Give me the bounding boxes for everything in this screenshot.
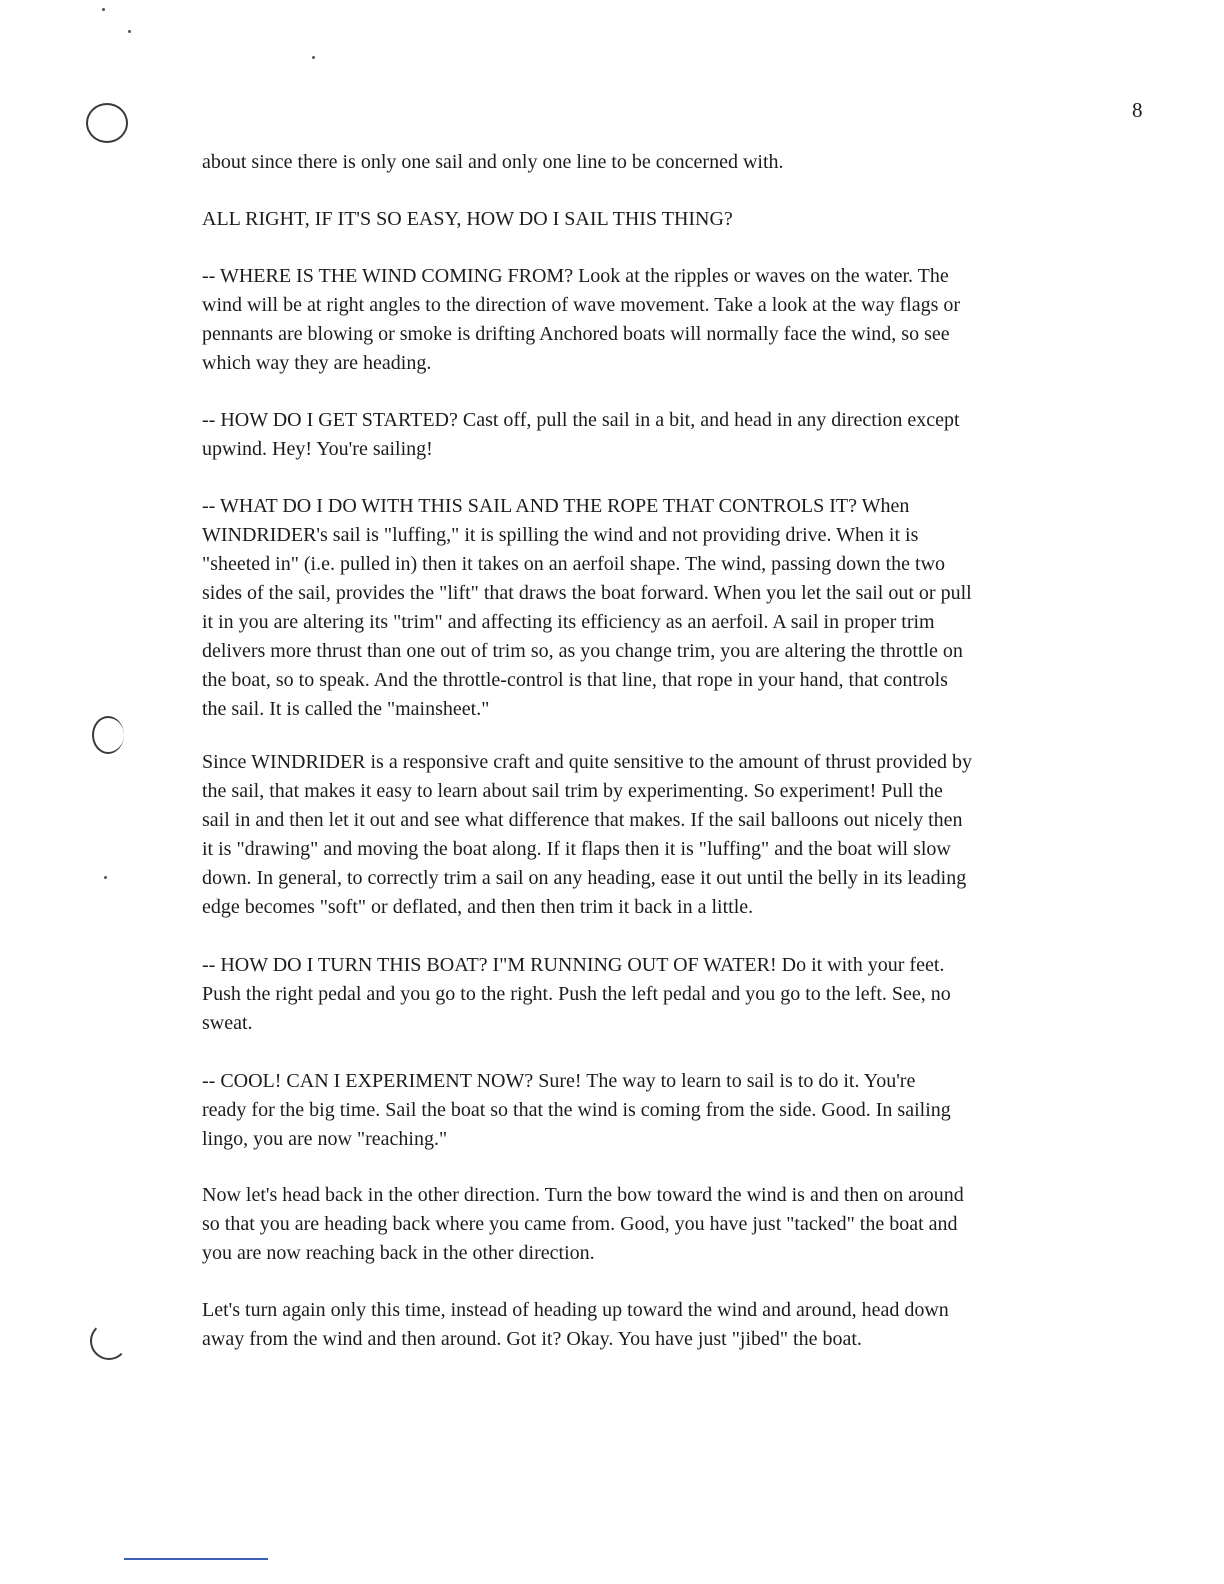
paragraph-continuation: about since there is only one sail and only one line to be concerned with. [202,151,784,173]
paragraph-tacking: Now let's head back in the other direction. Turn the bow toward the wind is and then on around so that you are heading back where you came from. Good, you have just "tacked" the boat and you are now reaching back in the other direction. [202,1184,964,1264]
scan-speck [102,8,105,11]
paragraph-jibing: Let's turn again only this time, instead of heading up toward the wind and around, head down away from the wind and then around. Got it? Okay. You have just "jibed" the boat. [202,1299,949,1350]
paragraph-turning: -- HOW DO I TURN THIS BOAT? I"M RUNNING OUT OF WATER! Do it with your feet. Push the right pedal and you go to the right. Push the left pedal and you go to the left. See, no sweat. [202,954,951,1034]
footer-rule [124,1558,268,1560]
scan-speck [312,56,315,59]
section-heading: ALL RIGHT, IF IT'S SO EASY, HOW DO I SAIL THIS THING? [202,208,733,230]
paragraph-getting-started: -- HOW DO I GET STARTED? Cast off, pull the sail in a bit, and head in any direction except upwind. Hey! You're sailing! [202,409,960,460]
scan-speck [104,876,107,879]
paragraph-wind-direction: -- WHERE IS THE WIND COMING FROM? Look at the ripples or waves on the water. The wind will be at right angles to the direction of wave movement. Take a look at the way flags or pennants are blowing or smoke is drifting Anchored boats will normally face the wind, so see which way they are heading. [202,265,961,374]
scan-speck [128,30,131,33]
binder-hole-icon [86,103,128,143]
page-number: 8 [1132,98,1143,122]
paragraph-sail-and-rope: -- WHAT DO I DO WITH THIS SAIL AND THE ROPE THAT CONTROLS IT? When WINDRIDER's sail is "luffing," it is spilling the wind and not providing drive. When it is "sheeted in" (i.e. pulled in) then it takes on an aerfoil shape. The wind, passing down the two sides of the sail, provides the "lift" that draws the boat forward. When you let the sail out or pull it in you are altering its "trim" and affecting its efficiency as an aerfoil. A sail in proper trim delivers more thrust than one out of trim so, as you change trim, you are altering the throttle on the boat, so to speak. And the throttle-control is that line, that rope in your hand, that controls the sail. It is called the "mainsheet." [202,495,972,720]
paragraph-experiment: -- COOL! CAN I EXPERIMENT NOW? Sure! The way to learn to sail is to do it. You're ready for the big time. Sail the boat so that the wind is coming from the side. Good. In sailing lingo, you are now "reaching." [202,1070,951,1150]
binder-hole-icon [92,716,124,754]
paragraph-sail-trim: Since WINDRIDER is a responsive craft and quite sensitive to the amount of thrust provided by the sail, that makes it easy to learn about sail trim by experimenting. So experiment! Pull the sail in and then let it out and see what difference that makes. If the sail balloons out nicely then it is "drawing" and moving the boat along. If it flaps then it is "luffing" and the boat will slow down. In general, to correctly trim a sail on any heading, ease it out until the belly in its leading edge becomes "soft" or deflated, and then then trim it back in a little. [202,751,973,918]
binder-hole-icon [90,1322,128,1360]
